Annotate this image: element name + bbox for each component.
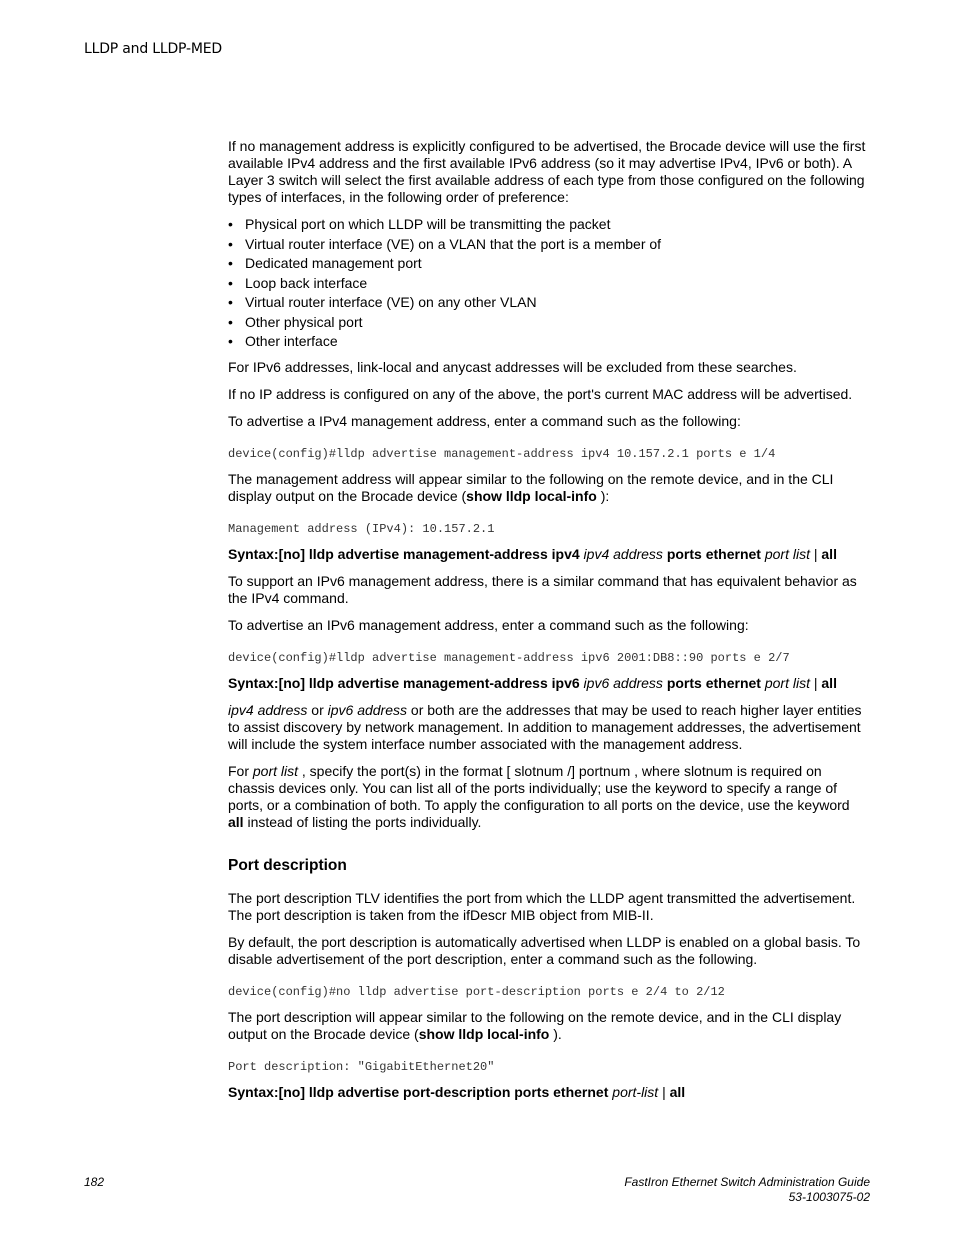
list-item: • Other interface [228,333,868,350]
syntax-text: ports ethernet [662,675,765,691]
page-body [228,138,868,1111]
code-ipv6-command: device(config)#lldp advertise management-address ipv6 2001:DB8::90 ports e 2/7 [228,651,790,665]
syntax-keyword: all [669,1084,686,1100]
syntax-separator: | [809,546,822,562]
syntax-separator: | [809,675,822,691]
syntax-param: port list [764,675,810,691]
code-port-desc-command: device(config)#no lldp advertise port-description ports e 2/4 to 2/12 [228,985,725,999]
syntax-port-description [228,1084,868,1101]
text: ): [596,488,610,504]
footer-title: FastIron Ethernet Switch Administration Guide [624,1175,870,1189]
syntax-text: Syntax:[no] lldp advertise port-description ports ethernet [228,1084,613,1100]
syntax-param: ipv4 address [583,546,663,562]
syntax-param: port list [764,546,810,562]
text: ). [549,1026,562,1042]
command-name: show lldp local-info [466,488,597,504]
addresses-paragraph [228,702,868,753]
syntax-param: port-list [612,1084,659,1100]
syntax-text: Syntax:[no] lldp advertise management-address ipv4 [228,546,584,562]
advertise-ipv6-paragraph: To advertise an IPv6 management address, enter a command such as the following: [228,617,749,633]
text: For [228,763,253,779]
advertise-ipv4-paragraph: To advertise a IPv4 management address, enter a command such as the following: [228,413,741,429]
port-desc-appear-paragraph [228,1009,868,1043]
keyword: all [228,814,244,830]
port-desc-tlv-paragraph: The port description TLV identifies the port from which the LLDP agent transmitted the advertisement. The port description is taken from the ifDescr MIB object from MIB-II. [228,890,856,923]
code-mgmt-output: Management address (IPv4): 10.157.2.1 [228,522,495,536]
param: ipv6 address [327,702,408,718]
text: instead of listing the ports individually. [243,814,482,830]
list-item: • Virtual router interface (VE) on a VLAN that the port is a member of [228,236,868,253]
ipv6-excluded-paragraph: For IPv6 addresses, link-local and anycast addresses will be excluded from these searches. [228,359,797,375]
syntax-keyword: all [821,546,837,562]
syntax-keyword: all [821,675,837,691]
interface-preference-list [228,216,868,350]
footer-doc-number: 53-1003075-02 [788,1190,870,1204]
list-item: • Other physical port [228,314,868,331]
syntax-ipv4 [228,546,868,563]
running-header: LLDP and LLDP-MED [84,41,222,57]
port-desc-default-paragraph: By default, the port description is automatically advertised when LLDP is enabled on a global basis. To disable advertisement of the port description, enter a command such as the following. [228,934,861,967]
text: The port description will appear similar to the following on the remote device, and in the CLI display output on the Brocade device ( [228,1009,842,1042]
footer-doc-info [624,1175,870,1205]
syntax-text: Syntax:[no] lldp advertise management-address ipv6 [228,675,584,691]
code-ipv4-command: device(config)#lldp advertise management-address ipv4 10.157.2.1 ports e 1/4 [228,447,776,461]
page-number: 182 [84,1175,105,1189]
command-name: show lldp local-info [418,1026,550,1042]
list-item: • Loop back interface [228,275,868,292]
syntax-param: ipv6 address [583,675,663,691]
text: The management address will appear similar to the following on the remote device, and in the CLI display output on the Brocade device ( [228,471,834,504]
param: port list [252,763,299,779]
text: , specify the port(s) in the format [ slotnum /] portnum , where slotnum is required on chassis devices only. You can list all of the ports individually; use the keyword to specify a range of ports, or a combination of both. To apply the configuration to all ports on the device, use the keyword [228,763,850,813]
syntax-text: ports ethernet [662,546,765,562]
param: ipv4 address [228,702,308,718]
text: or [307,702,328,718]
portlist-paragraph [228,763,868,831]
text: or both are the addresses that may be used to reach higher layer entities to assist discovery by network management. In addition to management addresses, the advertisement will include the system interface number associated with the management address. [228,702,862,752]
mgmt-appear-paragraph [228,471,868,505]
syntax-separator: | [658,1084,670,1100]
list-item: • Dedicated management port [228,255,868,272]
section-heading-port-description: Port description [228,857,347,874]
no-ip-paragraph: If no IP address is configured on any of the above, the port's current MAC address will be advertised. [228,386,853,402]
code-port-desc-output: Port description: "GigabitEthernet20" [228,1060,495,1074]
list-item: • Virtual router interface (VE) on any other VLAN [228,294,868,311]
support-ipv6-paragraph: To support an IPv6 management address, there is a similar command that has equivalent behavior as the IPv4 command. [228,573,857,606]
list-item: • Physical port on which LLDP will be transmitting the packet [228,216,868,233]
syntax-ipv6 [228,675,868,692]
intro-paragraph: If no management address is explicitly configured to be advertised, the Brocade device will use the first available IPv4 address and the first available IPv6 address (so it may advertise IPv4, IPv6 or both). A Layer 3 switch will select the first available address of each type from those configured on the following types of interfaces, in the following order of preference: [228,138,866,205]
